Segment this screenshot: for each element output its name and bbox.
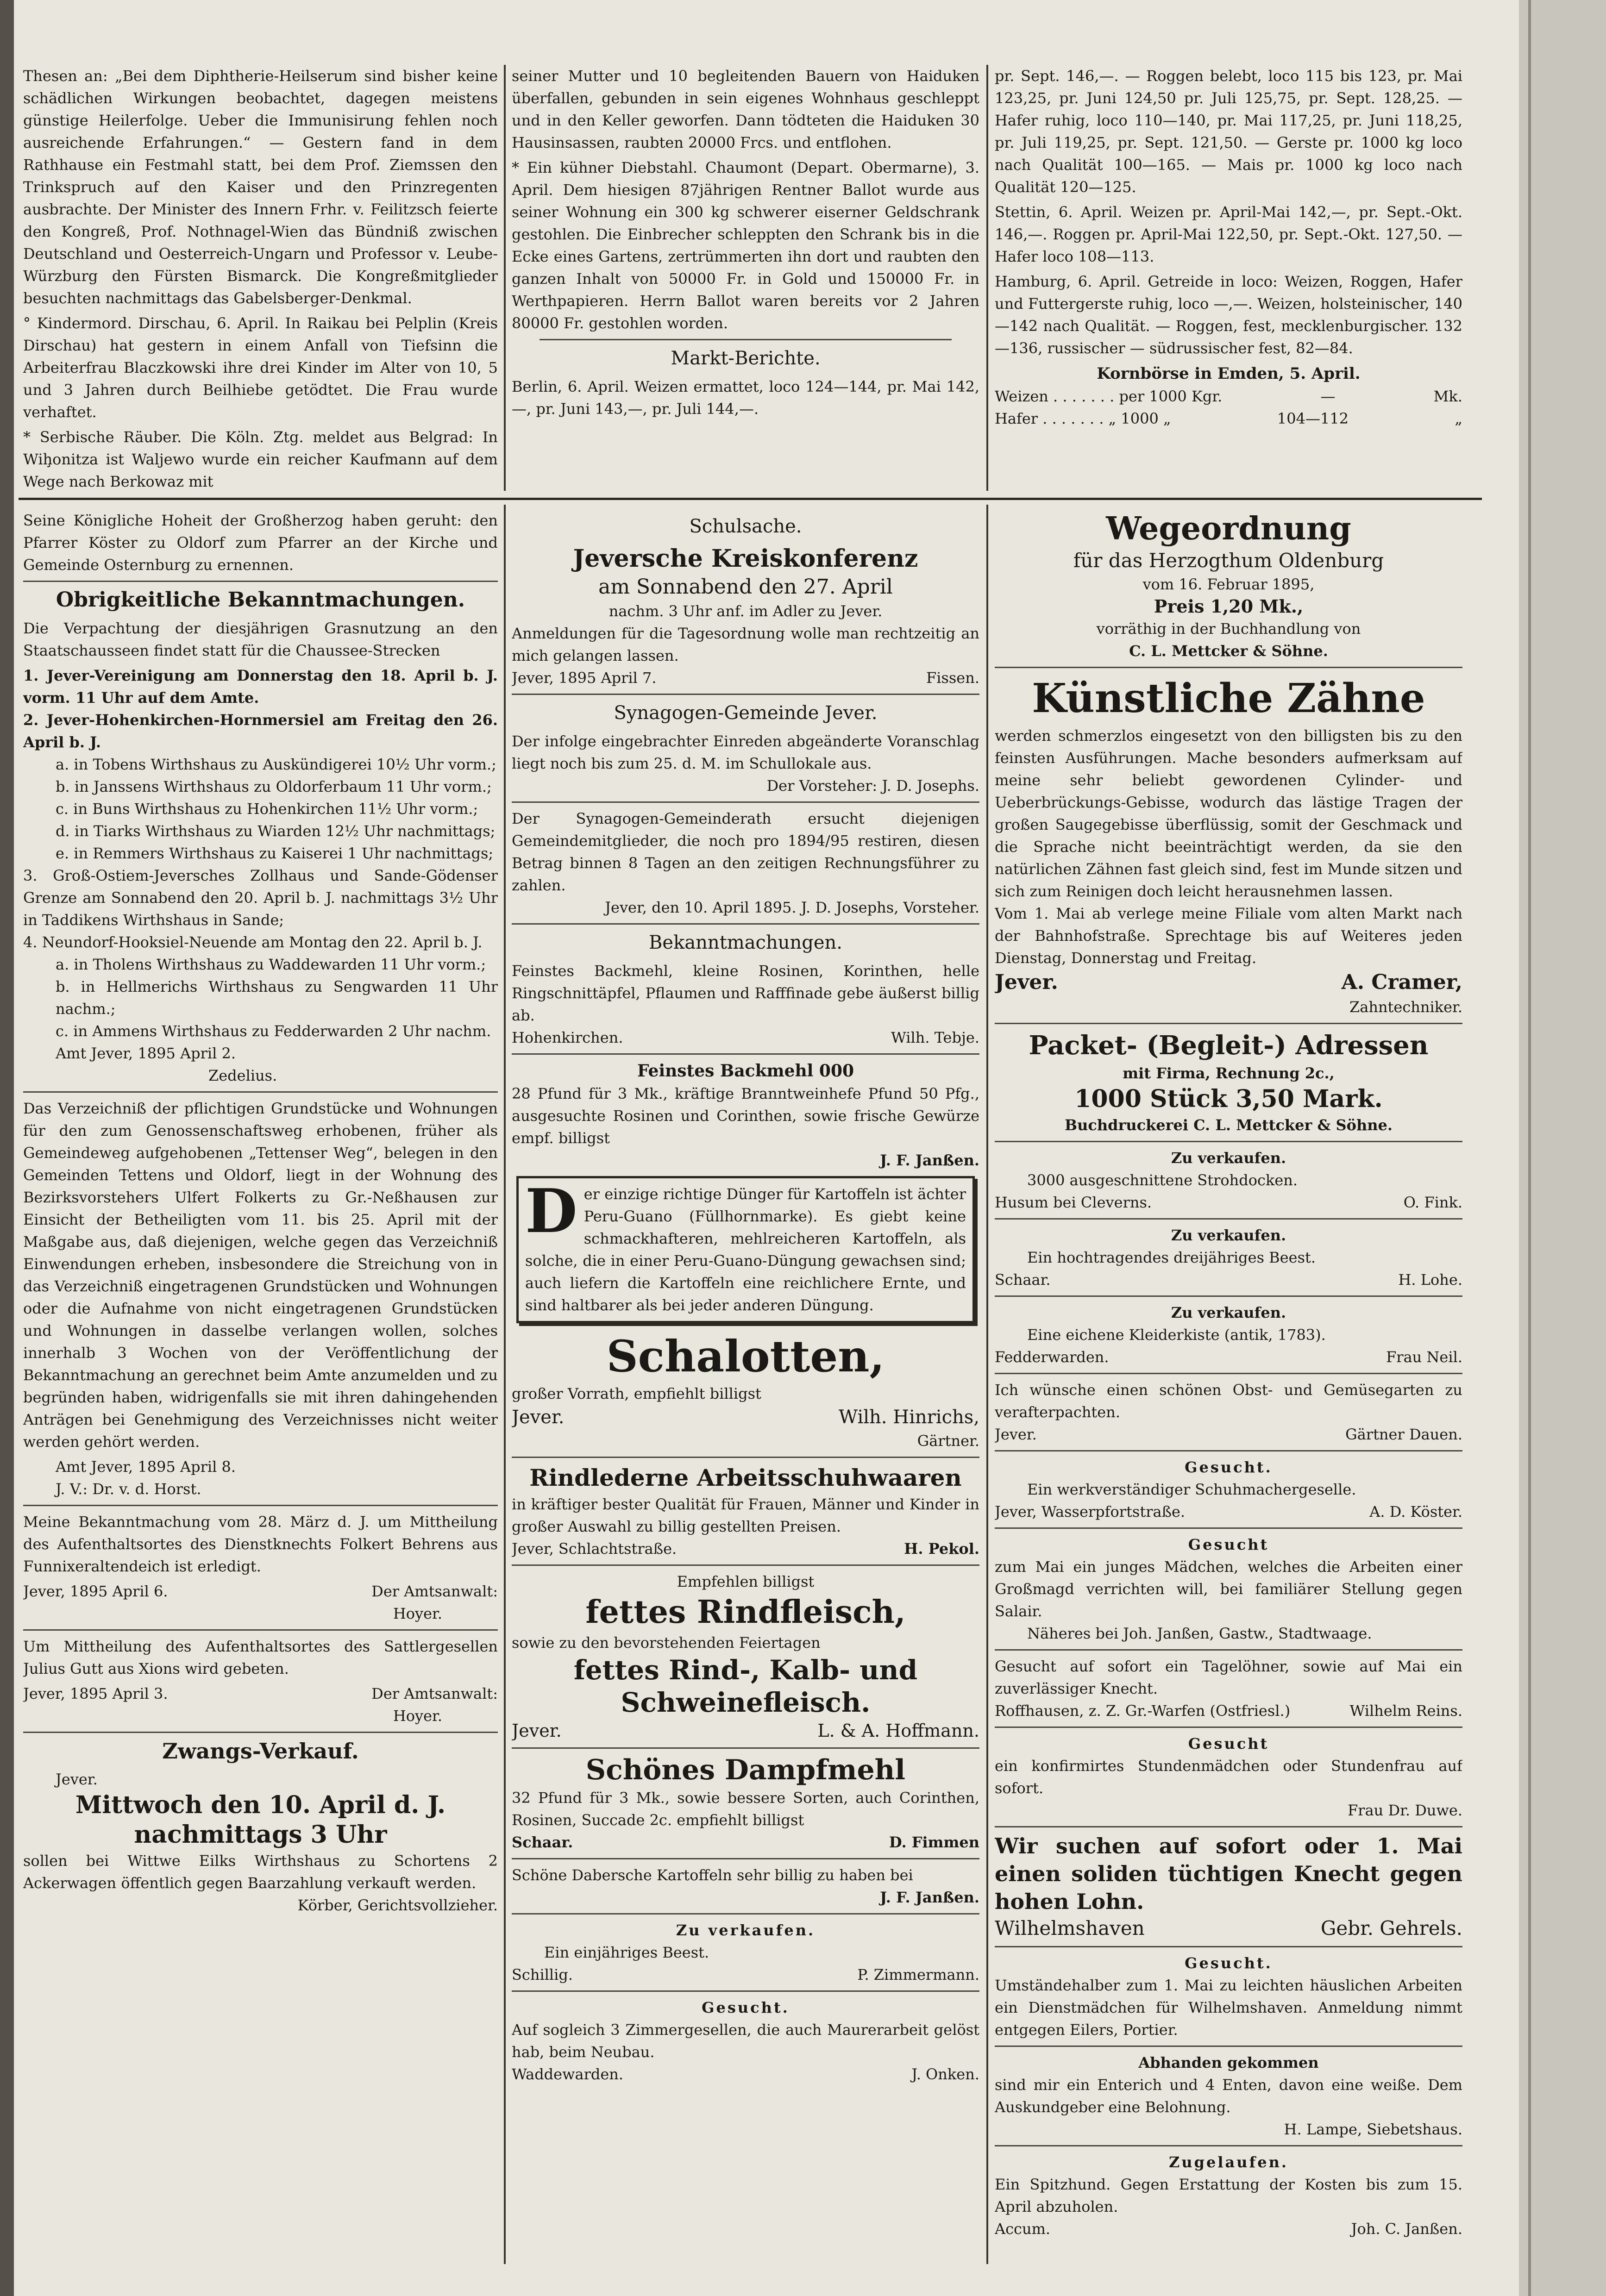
strecke-2b: b. in Janssens Wirthshaus zu Oldorferbaum 11 Uhr vorm.; xyxy=(56,778,492,795)
gesucht-2-details: Näheres bei Joh. Janßen, Gastw., Stadtwaage. xyxy=(1027,1625,1372,1642)
divider xyxy=(995,2145,1462,2146)
emden-heading: Kornbörse in Emden, 5. April. xyxy=(1097,364,1361,383)
berlin-report: Berlin, 6. April. Weizen ermattet, loco 124—144, pr. Mai 142,—, pr. Juni 143,—, pr. Juli 144,—. xyxy=(512,378,979,418)
divider xyxy=(995,1450,1462,1451)
signatory: Joh. C. Janßen. xyxy=(1351,2220,1462,2238)
packet-firm: Buchdruckerei C. L. Mettcker & Söhne. xyxy=(1065,1116,1393,1134)
top-column-3 xyxy=(995,65,1462,491)
diphtherie-article: Thesen an: „Bei dem Diphtherie-Heilserum sind bisher keine schädlichen Wirkungen beobachtet, dagegen meistens günstige Heilerfolge. Ueber die Immunisirung fehlen noch ausreichende Erfahrungen.“ — Gestern fand in dem Rathhause ein Festmahl statt, bei dem Prof. Ziemssen den Trinkspruch auf den Kaiser und den Prinzregenten ausbrachte. Der Minister des Innern Frhr. v. Feilitzsch feierte den Kongreß, Prof. Nothnagel-Wien das Bündniß zwischen Deutschland und Oesterreich-Ungarn und Professor v. Leube-Würzburg den Fürsten Bismarck. Die Kongreßmitglieder besuchten nachmittags das Gabelsberger-Denkmal. xyxy=(23,67,498,307)
obstgarten-signature xyxy=(995,1423,1462,1445)
divider xyxy=(512,1990,979,1992)
meine-notice: Meine Bekanntmachung vom 28. März d. J. um Mittheilung des Aufenthaltsortes des Dienstknechts Folkert Behrens aus Funnixeraltendeich ist erledigt. xyxy=(23,1513,498,1575)
divider xyxy=(512,1747,979,1749)
place: Jever, Schlachtstraße. xyxy=(512,1540,677,1558)
date: Jever, 1895 April 3. xyxy=(23,1685,168,1702)
divider xyxy=(995,1373,1462,1374)
verkaufen-1-heading: Zu verkaufen. xyxy=(1171,1149,1286,1167)
divider xyxy=(512,923,979,925)
zaehne-text-2: Vom 1. Mai ab verlege meine Filiale vom alten Markt nach der Bahnhofstraße. Sprechtage bis auf Weiteres jeden Dienstag, Donnerstag und Freitag. xyxy=(995,905,1462,967)
divider xyxy=(512,1913,979,1914)
place: Schaar. xyxy=(512,1833,573,1851)
page-edge xyxy=(1528,0,1531,2296)
signatory: Gärtner Dauen. xyxy=(1345,1426,1462,1443)
strecke-3: 3. Groß-Ostiem-Jeversches Zollhaus und Sande-Gödenser Grenze am Sonnabend den 20. April b. J. nachmittags 3½ Uhr in Taddikens Wirthshaus in Sande; xyxy=(23,867,498,929)
hamburg-report: Hamburg, 6. April. Getreide in loco: Weizen, Roggen, Hafer und Futtergerste ruhig, loco —,—. Weizen, holsteinischer, 140—142 nach Qualität. — Roggen, fest, mecklenburgischer. 132—136, russischer — südrussischer fest, 82—84. xyxy=(995,273,1462,357)
dampfmehl-text: 32 Pfund für 3 Mk., sowie bessere Sorten, auch Corinthen, Rosinen, Succade 2c. empfiehlt billigst xyxy=(512,1789,979,1829)
synagogen-text-2: Der Synagogen-Gemeinderath ersucht diejenigen Gemeindemitglieder, die noch pro 1894/95 restiren, diesen Betrag binnen 8 Tagen an den zeitigen Rechnungsführer zu zahlen. xyxy=(512,810,979,894)
signatory: Wilhelm Reins. xyxy=(1349,1702,1462,1720)
binding-gutter xyxy=(0,0,14,2296)
wegeordnung-firm: C. L. Mettcker & Söhne. xyxy=(1129,642,1328,660)
row-label: Weizen . . . . . . . per 1000 Kgr. xyxy=(995,388,1223,405)
top-column-1 xyxy=(23,65,498,491)
signatory: Wilh. Hinrichs, xyxy=(839,1407,979,1428)
divider xyxy=(512,1457,979,1458)
column-rule xyxy=(986,65,988,491)
place: Accum. xyxy=(995,2220,1051,2238)
duenger-text: er einzige richtige Dünger für Kartoffeln ist ächter Peru-Guano (Füllhornmarke). Es giebt keine schmackhafteren, mehlreicheren Kartoffeln, als solche, die in einer Peru-Guano-Düngung gewachsen sind; auch liefern die Kartoffeln eine reichlichere Ernte, und sind haltbarer als bei jeder anderen Düngung. xyxy=(525,1185,966,1314)
backmehl-text: Feinstes Backmehl, kleine Rosinen, Korinthen, helle Ringschnittäpfel, Pflaumen und Rafffinade gebe äußerst billig ab. xyxy=(512,962,979,1024)
signatory: A. D. Köster. xyxy=(1369,1503,1462,1520)
column-rule xyxy=(504,65,506,491)
haiduken-article: seiner Mutter und 10 begleitenden Bauern von Haiduken überfallen, gebunden in sein eigenes Wohnhaus geschleppt und in den Keller geworfen. Dann tödteten die Haiduken 30 Hausinsassen, raubten 20000 Frcs. und entflohen. xyxy=(512,67,979,151)
rindfleisch-text: sowie zu den bevorstehenden Feiertagen xyxy=(512,1634,821,1652)
signatory: P. Zimmermann. xyxy=(857,1966,979,1983)
amt-signature-1: Zedelius. xyxy=(208,1067,277,1084)
emden-row-weizen xyxy=(995,385,1462,407)
strecke-4b: b. in Hellmerichs Wirthshaus zu Sengwarden 11 Uhr nachm.; xyxy=(56,978,498,1018)
signatory: O. Fink. xyxy=(1403,1194,1462,1211)
column-rule xyxy=(504,505,506,2264)
knecht-ad-signature xyxy=(995,1915,1462,1941)
schulsache-heading: Schulsache. xyxy=(689,516,802,537)
dampfmehl-signature xyxy=(512,1831,979,1853)
signatory: A. Cramer, xyxy=(1341,970,1462,994)
gesucht-signature xyxy=(512,2063,979,2085)
abhanden-heading: Abhanden gekommen xyxy=(1138,2054,1319,2071)
zugelaufen-heading: Zugelaufen. xyxy=(1168,2153,1289,2171)
zwangs-heading: Zwangs-Verkauf. xyxy=(162,1739,359,1764)
verkaufen-1-text: 3000 ausgeschnittene Strohdocken. xyxy=(1027,1171,1298,1189)
fleisch-title: fettes Rind-, Kalb- und Schweinefleisch. xyxy=(573,1654,918,1718)
lower-column-2 xyxy=(512,509,979,2278)
verzeichnis-notice: Das Verzeichniß der pflichtigen Grundstücke und Wohnungen für den zum Genossenschaftsweg erhobenen, früher als Gemeindeweg aufgehobenen „Tettenser Weg“, belegen in den Gemeinden Tettens und Oldorf, liegt in der Wohnung des Bezirksvorstehers Ulfert Folkerts zu Gr.-Neßhausen zur Einsicht der Betheiligten vom 11. bis 25. April mit der Maßgabe aus, daß diejenigen, welche gegen das Verzeichniß Einwendungen erheben, insbesondere die Streichung von in das Verzeichniß eingetragenen Grundstücken und Wohnungen oder die Aufnahme von nicht eingetragenen Grundstücken und Wohnungen in dasselbe verlangen wollen, solches innerhalb 3 Wochen von der Veröffentlichung der Bekanntmachung an gerechnet beim Amte anzumelden und zu begründen haben, widrigenfalls sie mit ihren dahingehenden Anträgen bei Genehmigung des Verzeichnisses nicht weiter werden gehört werden. xyxy=(23,1100,498,1451)
abhanden-signature: H. Lampe, Siebetshaus. xyxy=(1284,2121,1462,2138)
kindermord-article: ° Kindermord. Dirschau, 6. April. In Raikau bei Pelplin (Kreis Dirschau) hat gestern in einem Anfall von Tiefsinn die Arbeiterfrau Blaczkowski ihre drei Kinder im Alter von 10, 5 und 3 Jahren durch Beilhiebe getödtet. Die Frau wurde verhaftet. xyxy=(23,314,498,421)
signatory: H. Pekol. xyxy=(904,1540,979,1558)
rindfleisch-title: fettes Rindfleisch, xyxy=(585,1594,906,1631)
divider xyxy=(995,1218,1462,1220)
verkaufen-2-signature xyxy=(995,1269,1462,1291)
gesucht-2-heading: Gesucht xyxy=(1188,1536,1269,1553)
zu-verkaufen-text: Ein einjähriges Beest. xyxy=(544,1944,709,1961)
synagogen-signature-2: Jever, den 10. April 1895. J. D. Josephs, Vorsteher. xyxy=(605,899,979,916)
schalotten-text: großer Vorrath, empfiehlt billigst xyxy=(512,1385,761,1402)
zaehne-title: Künstliche Zähne xyxy=(1032,675,1425,722)
emden-row-hafer xyxy=(995,407,1462,430)
place: Schaar. xyxy=(995,1271,1051,1289)
gesucht-3-signature xyxy=(995,1700,1462,1722)
raeuber-article: * Serbische Räuber. Die Köln. Ztg. meldet aus Belgrad: In Wiḩonitza ist Waljewo wurde ein reicher Kaufmann auf dem Wege nach Berkowaz mit xyxy=(23,428,498,490)
divider xyxy=(512,694,979,695)
obrigkeitliche-heading: Obrigkeitliche Bekanntmachungen. xyxy=(56,588,465,612)
gesucht-2-text: zum Mai ein junges Mädchen, welches die Arbeiten einer Großmagd verrichten will, bei familiärer Stellung gegen Salair. xyxy=(995,1558,1462,1620)
divider xyxy=(23,1091,498,1093)
row-value: 104—112 xyxy=(1277,410,1349,427)
signatory: J. Onken. xyxy=(911,2065,979,2083)
place: Jever, Wasserpfortstraße. xyxy=(995,1503,1186,1520)
mittheilung-notice: Um Mittheilung des Aufenthaltsortes des Sattlergesellen Julius Gutt aus Xions wird gebeten. xyxy=(23,1638,498,1677)
place: Fedderwarden. xyxy=(995,1348,1109,1366)
synagogen-signature: Der Vorsteher: J. D. Josephs. xyxy=(766,777,979,795)
strecke-2: 2. Jever-Hohenkirchen-Hornmersiel am Freitag den 26. April b. J. xyxy=(23,711,498,751)
strecke-4a: a. in Tholens Wirthshaus zu Waddewarden 11 Uhr vorm.; xyxy=(56,956,486,973)
verkaufen-1-signature xyxy=(995,1191,1462,1214)
zwangs-signature: Körber, Gerichtsvollzieher. xyxy=(297,1896,498,1914)
signatory: Gebr. Gehrels. xyxy=(1320,1917,1462,1939)
row-label: Hafer . . . . . . . „ 1000 „ xyxy=(995,410,1171,427)
appointment-notice: Seine Königliche Hoheit der Großherzog haben geruht: den Pfarrer Köster zu Oldorf zum Pfarrer an der Kirche und Gemeinde Osternburg zu ernennen. xyxy=(23,512,498,574)
top-column-2 xyxy=(512,65,979,491)
place: Hohenkirchen. xyxy=(512,1029,623,1046)
schalotten-signature xyxy=(512,1405,979,1430)
amt-signature-2: J. V.: Dr. v. d. Horst. xyxy=(56,1480,201,1498)
zwangs-place: Jever. xyxy=(56,1770,98,1788)
strecke-4: 4. Neundorf-Hooksiel-Neuende am Montag den 22. April b. J. xyxy=(23,933,483,951)
bekanntmachungen-heading: Bekanntmachungen. xyxy=(649,932,842,953)
divider xyxy=(995,667,1462,668)
verkaufen-2-text: Ein hochtragendes dreijähriges Beest. xyxy=(1027,1249,1316,1266)
divider xyxy=(995,1649,1462,1651)
column-rule xyxy=(986,505,988,2264)
verkaufen-3-signature xyxy=(995,1346,1462,1368)
zugelaufen-text: Ein Spitzhund. Gegen Erstattung der Kosten bis zum 15. April abzuholen. xyxy=(995,2176,1462,2215)
place: Schillig. xyxy=(512,1966,573,1983)
divider xyxy=(512,1564,979,1566)
zaehne-text: werden schmerzlos eingesetzt von den billigsten bis zu den feinsten Ausführungen. Mache besonders aufmerksam auf meine sehr beliebt gewordenen Cylinder- und Ueberbrückungs-Gebisse, wodurch das lästige Tragen der großen Saugegebisse überflüssig, somit der Geschmack und die Sprache nicht beeinträchtigt werden, da sie den natürlichen Zähnen fast gleich sind, fest im Munde sitzen und sich zum Reinigen doch leicht herausnehmen lassen. xyxy=(995,727,1462,900)
schalotten-role: Gärtner. xyxy=(917,1432,979,1450)
place: Jever. xyxy=(995,970,1058,994)
strecke-1: 1. Jever-Vereinigung am Donnerstag den 18. April b. J. vorm. 11 Uhr auf dem Amte. xyxy=(23,667,498,707)
place: Jever. xyxy=(512,1407,565,1428)
kartoffeln-signature: J. F. Janßen. xyxy=(880,1889,979,1906)
strecke-2d: d. in Tiarks Wirthshaus zu Wiarden 12½ Uhr nachmittags; xyxy=(56,822,496,840)
role: Der Amtsanwalt: xyxy=(371,1685,498,1702)
gesucht-3-text: Gesucht auf sofort ein Tagelöhner, sowie auf Mai ein zuverlässiger Knecht. xyxy=(995,1658,1462,1697)
obstgarten-text: Ich wünsche einen schönen Obst- und Gemüsegarten zu verafterpachten. xyxy=(995,1381,1462,1421)
duenger-ad-box xyxy=(516,1176,975,1323)
divider xyxy=(995,1141,1462,1142)
divider xyxy=(995,1023,1462,1024)
divider xyxy=(23,581,498,582)
lower-column-1 xyxy=(23,509,498,2278)
divider xyxy=(512,1858,979,1859)
row-value: — xyxy=(1320,388,1336,405)
gesucht-5-heading: Gesucht. xyxy=(1185,1954,1273,1972)
gesucht-4-text: ein konfirmirtes Stundenmädchen oder Stundenfrau auf sofort. xyxy=(995,1757,1462,1797)
date: Jever, 1895 April 7. xyxy=(512,669,657,687)
wegeordnung-title: Wegeordnung xyxy=(1106,510,1351,547)
verkaufen-2-heading: Zu verkaufen. xyxy=(1171,1226,1286,1244)
wegeordnung-text: vorräthig in der Buchhandlung von xyxy=(1096,620,1361,638)
divider xyxy=(995,1727,1462,1728)
amt-date-1: Amt Jever, 1895 April 2. xyxy=(56,1045,236,1062)
amt-date-2: Amt Jever, 1895 April 8. xyxy=(56,1458,236,1476)
dampfmehl-title: Schönes Dampfmehl xyxy=(585,1754,906,1786)
anwalt-signature-2: Hoyer. xyxy=(393,1707,442,1725)
divider xyxy=(23,1505,498,1506)
divider xyxy=(540,339,952,340)
gesucht-text: Auf sogleich 3 Zimmergesellen, die auch Maurerarbeit gelöst hab, beim Neubau. xyxy=(512,2021,979,2061)
divider xyxy=(995,1295,1462,1297)
arbeitsschuhe-title: Rindlederne Arbeitsschuhwaaren xyxy=(529,1464,962,1491)
strecke-2e: e. in Remmers Wirthshaus zu Kaiserei 1 Uhr nachmittags; xyxy=(56,845,494,862)
wegeordnung-price: Preis 1,20 Mk., xyxy=(1154,596,1304,617)
zwangs-date: Mittwoch den 10. April d. J. nachmittags 3 Uhr xyxy=(75,1791,446,1849)
kreiskonferenz-time: nachm. 3 Uhr anf. im Adler zu Jever. xyxy=(609,602,883,620)
kreiskonferenz-signature xyxy=(512,667,979,689)
zugelaufen-signature xyxy=(995,2218,1462,2240)
divider xyxy=(995,2046,1462,2047)
gesucht-1-heading: Gesucht. xyxy=(1185,1458,1273,1476)
divider xyxy=(23,1732,498,1733)
backmehl-000-signature: J. F. Janßen. xyxy=(880,1151,979,1169)
fleisch-signature xyxy=(512,1719,979,1743)
row-unit: Mk. xyxy=(1433,388,1462,405)
abhanden-text: sind mir ein Enterich und 4 Enten, davon eine weiße. Dem Auskundgeber eine Belohnung. xyxy=(995,2076,1462,2116)
page-margin xyxy=(1519,0,1606,2296)
mittheilung-signature-row xyxy=(23,1683,498,1705)
schalotten-title: Schalotten, xyxy=(606,1331,885,1382)
gesucht-4-signature: Frau Dr. Duwe. xyxy=(1348,1802,1462,1819)
gesucht-1-signature xyxy=(995,1501,1462,1523)
anwalt-signature: Hoyer. xyxy=(393,1605,442,1622)
divider xyxy=(512,1053,979,1055)
newspaper-page xyxy=(14,0,1519,2296)
packet-price: 1000 Stück 3,50 Mark. xyxy=(1074,1085,1383,1113)
signatory: Wilh. Tebje. xyxy=(891,1029,979,1046)
role: Der Amtsanwalt: xyxy=(371,1583,498,1600)
gesucht-heading: Gesucht. xyxy=(702,1999,790,2016)
empfehlen-line: Empfehlen billigst xyxy=(677,1573,815,1590)
knecht-ad-text: Wir suchen auf sofort oder 1. Mai einen soliden tüchtigen Knecht gegen hohen Lohn. xyxy=(995,1833,1462,1914)
divider xyxy=(995,1527,1462,1529)
gesucht-5-text: Umständehalber zum 1. Mai zu leichten häuslichen Arbeiten ein Dienstmädchen für Wilhelmshaven. Anmeldung nimmt entgegen Eilers, Portier. xyxy=(995,1977,1462,2039)
signatory: D. Fimmen xyxy=(889,1833,979,1851)
place: Waddewarden. xyxy=(512,2065,624,2083)
packet-title: Packet- (Begleit-) Adressen xyxy=(1029,1030,1429,1061)
berlin-continued: pr. Sept. 146,—. — Roggen belebt, loco 115 bis 123, pr. Mai 123,25, pr. Juni 124,50 pr. Juli 125,75, pr. Sept. 128,25. — Hafer ruhig, loco 110—140, pr. Mai 117,25, pr. Juni 118,25, pr. Juli 119,25, pr. Sept. 121,50. — Gerste pr. 1000 kg loco nach Qualität 100—165. — Mais pr. 1000 kg loco nach Qualität 120—125. xyxy=(995,67,1462,196)
place: Roffhausen, z. Z. Gr.-Warfen (Ostfriesl.) xyxy=(995,1702,1291,1720)
markt-heading: Markt-Berichte. xyxy=(671,348,821,369)
backmehl-000-heading: Feinstes Backmehl 000 xyxy=(637,1061,854,1081)
zu-verkaufen-signature xyxy=(512,1964,979,1986)
zaehne-role: Zahntechniker. xyxy=(1349,998,1462,1016)
divider xyxy=(512,801,979,803)
section-rule xyxy=(19,498,1482,500)
divider xyxy=(995,1826,1462,1827)
signatory: H. Lohe. xyxy=(1398,1271,1462,1289)
divider xyxy=(995,1946,1462,1947)
gesucht-4-heading: Gesucht xyxy=(1188,1735,1269,1752)
synagogen-text: Der infolge eingebrachter Einreden abgeänderte Voranschlag liegt noch bis zum 25. d. M. im Schullokale aus. xyxy=(512,732,979,772)
zwangs-text: sollen bei Wittwe Eilks Wirthshaus zu Schortens 2 Ackerwagen öffentlich gegen Baarzahlung verkauft werden. xyxy=(23,1852,498,1892)
dropcap: D xyxy=(525,1176,577,1246)
zaehne-signature xyxy=(995,969,1462,996)
kreiskonferenz-text: Anmeldungen für die Tagesordnung wolle man rechtzeitig an mich gelangen lassen. xyxy=(512,625,979,664)
synagogen-heading: Synagogen-Gemeinde Jever. xyxy=(614,702,878,724)
signatory: Fissen. xyxy=(926,669,979,687)
arbeitsschuhe-text: in kräftiger bester Qualität für Frauen, Männer und Kinder in großer Auswahl zu billig gestellten Preisen. xyxy=(512,1495,979,1535)
strecke-2a: a. in Tobens Wirthshaus zu Auskündigerei 10½ Uhr vorm.; xyxy=(56,756,496,773)
wegeordnung-subtitle: für das Herzogthum Oldenburg xyxy=(1073,549,1384,572)
grasnutzung-intro: Die Verpachtung der diesjährigen Grasnutzung an den Staatschausseen findet statt für die Chaussee-Strecken xyxy=(23,619,498,659)
zu-verkaufen-heading: Zu verkaufen. xyxy=(676,1921,816,1939)
stettin-report: Stettin, 6. April. Weizen pr. April-Mai 142,—, pr. Sept.-Okt. 146,—. Roggen pr. April-Mai 122,50, pr. Sept.-Okt. 127,50. — Hafer loco 108—113. xyxy=(995,203,1462,265)
diebstahl-article: * Ein kühner Diebstahl. Chaumont (Depart. Obermarne), 3. April. Dem hiesigen 87jährigen Rentner Ballot wurde aus seiner Wohnung ein 300 kg schwerer eiserner Geldschrank gestohlen. Die Einbrecher schleppten den Schrank bis in die Ecke eines Gartens, zertrümmerten ihn dort und raubten den ganzen Inhalt von 50000 Fr. in Gold und 150000 Fr. in Werthpapieren. Herrn Ballot waren bereits vor 2 Jahren 80000 Fr. gestohlen worden. xyxy=(512,159,979,332)
date: Jever, 1895 April 6. xyxy=(23,1583,168,1600)
lower-column-3 xyxy=(995,509,1462,2278)
verkaufen-3-heading: Zu verkaufen. xyxy=(1171,1304,1286,1321)
divider xyxy=(23,1629,498,1631)
kartoffeln-text: Schöne Dabersche Kartoffeln sehr billig zu haben bei xyxy=(512,1866,913,1884)
meine-signature-row xyxy=(23,1580,498,1602)
place: Husum bei Cleverns. xyxy=(995,1194,1152,1211)
signatory: L. & A. Hoffmann. xyxy=(817,1720,979,1741)
wegeordnung-date: vom 16. Februar 1895, xyxy=(1142,576,1315,593)
arbeitsschuhe-signature xyxy=(512,1538,979,1560)
row-unit: „ xyxy=(1455,410,1462,427)
kreiskonferenz-title: Jeversche Kreiskonferenz xyxy=(573,544,918,573)
backmehl-000-text: 28 Pfund für 3 Mk., kräftige Branntweinhefe Pfund 50 Pfg., ausgesuchte Rosinen und Corinthen, sowie frische Gewürze empf. billigst xyxy=(512,1085,979,1147)
verkaufen-3-text: Eine eichene Kleiderkiste (antik, 1783). xyxy=(1027,1326,1326,1344)
place: Wilhelmshaven xyxy=(995,1917,1145,1939)
gesucht-1-text: Ein werkverständiger Schuhmachergeselle. xyxy=(1027,1481,1356,1498)
kreiskonferenz-date: am Sonnabend den 27. April xyxy=(598,575,893,599)
signatory: Frau Neil. xyxy=(1386,1348,1462,1366)
packet-subtitle: mit Firma, Rechnung 2c., xyxy=(1123,1064,1335,1082)
strecke-4c: c. in Ammens Wirthshaus zu Fedderwarden 2 Uhr nachm. xyxy=(56,1022,491,1040)
place: Jever. xyxy=(995,1426,1037,1443)
backmehl-signature xyxy=(512,1026,979,1049)
place: Jever. xyxy=(512,1720,562,1741)
strecke-2c: c. in Buns Wirthshaus zu Hohenkirchen 11½ Uhr vorm.; xyxy=(56,800,478,818)
